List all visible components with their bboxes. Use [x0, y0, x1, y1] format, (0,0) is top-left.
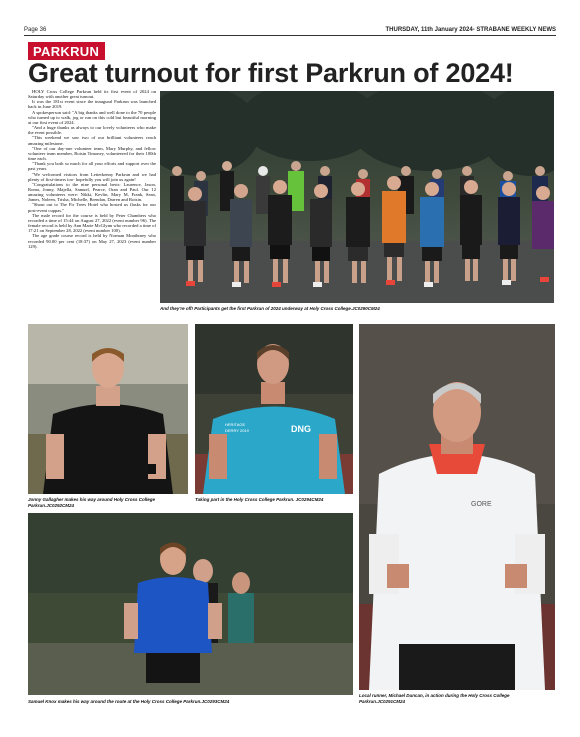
article-body	[28, 89, 156, 249]
article-paragraph: "Congratulations to the nine personal bests: Laurence, Jason, Roma, Jonny, Majella, Samuel, Pearce, Oran and Paul. Our 12 amazing volunteers were: Nikki, Kevlin, Mary M, Frank, Sean, James, Noleen, Trisha, Michelle, Brendan, Darren and Roisin.	[28, 181, 156, 203]
michael-photo	[359, 324, 555, 690]
main-photo	[160, 91, 554, 303]
headline: Great turnout for first Parkrun of 2024!	[28, 58, 514, 88]
shirt-text-2: DERRY 2019	[225, 428, 249, 433]
blue-runner-photo	[195, 324, 353, 494]
article-paragraph: The age grade course record is held by Norman Monihtney who recorded 90.00 per cent (18:37) on May 27, 2023 (event number 129).	[28, 233, 156, 249]
article-paragraph: "Thank you both so much for all your efforts and support over the past years.	[28, 161, 156, 172]
article-paragraph: A spokesperson said: "A big thanks and well done to the 70 people who turned up to walk, jog or run on this cold but beautiful morning at our first event of 2024.	[28, 109, 156, 125]
article-paragraph: "And a huge thanks as always to our lovely volunteers who make the event possible.	[28, 125, 156, 136]
jonny-caption: Jonny Gallagher makes his way around Holy Cross College Parkrun.JC0292CM24	[28, 497, 156, 508]
header-rule	[24, 35, 556, 36]
blue-runner-caption: Taking part in the Holy Cross College Parkrun. JC0294CM24	[195, 497, 324, 502]
jacket-logo: GORE	[471, 501, 492, 508]
samuel-photo	[28, 513, 353, 695]
article-paragraph: The male record for the course is held by Peter Chambers who recorded a time of 15:44 on August 27, 2022 (event number 96). The female record is held by Ann Marie McGlynn who recorded a time of 17:21 on September 28, 2022 (event number 100).	[28, 212, 156, 234]
jonny-photo	[28, 324, 188, 494]
page-number: Page 36	[24, 27, 47, 33]
article-paragraph: It was the 181st event since the inaugural Parkrun was launched back in June 2019.	[28, 99, 156, 110]
samuel-caption: Samuel Knox makes his way around the route at the Holy Cross College Parkrun.JC0293CM24	[28, 699, 230, 704]
article-paragraph: "We welcomed visitors from Letterkenny Parkrun and we had plenty of first-timers too- hopefully you will join us again!	[28, 171, 156, 182]
article-paragraph: "One of our day-one volunteer team, Mary Murphy, and fellow volunteer team member, Roisin Timoney, volunteered for their 100th time each.	[28, 145, 156, 162]
main-photo-caption: And they're off! Participants get the first Parkrun of 2024 underway at Holy Cross College.JC0290CM24	[160, 306, 380, 311]
article-paragraph: "This weekend we saw two of our brilliant volunteers reach amazing milestone.	[28, 135, 156, 146]
article-paragraph: "Shout out to The Fir Trees Hotel who hosted us flasks for our post-event cuppas."	[28, 202, 156, 213]
article-paragraph: HOLY Cross College Parkrun held its first event of 2024 on Saturday with another great turnout.	[28, 89, 156, 100]
michael-caption: Local runner, Michael Duncan, in action during the Holy Cross College Parkrun.JC0291CM24	[359, 693, 510, 704]
shirt-logo: DNG	[291, 424, 311, 434]
section-label: PARKRUN	[28, 42, 105, 60]
shirt-text-1: HERITAGE	[225, 422, 246, 427]
issue-line: THURSDAY, 11th January 2024- STRABANE WEEKLY NEWS	[385, 27, 556, 33]
